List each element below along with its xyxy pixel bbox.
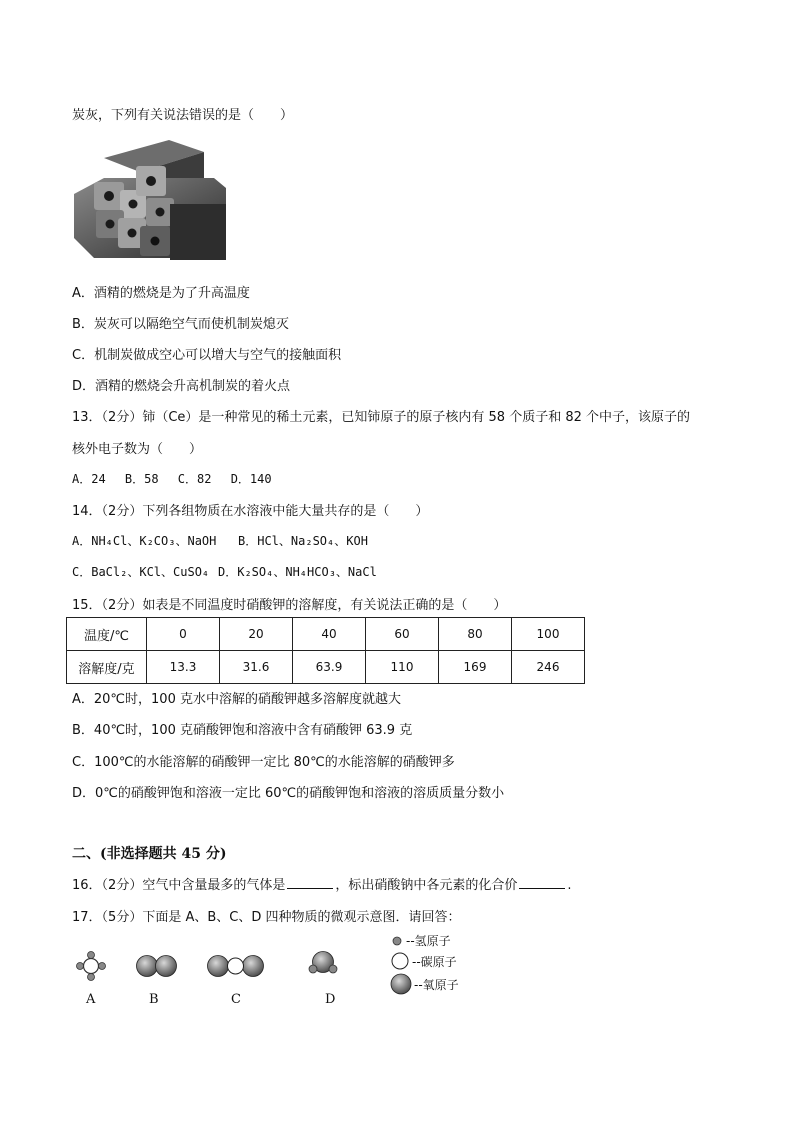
q15-option-b: B．40℃时，100 克硝酸钾饱和溶液中含有硝酸钾 63.9 克 — [72, 723, 413, 738]
table-cell: 169 — [439, 651, 512, 684]
table-cell: 110 — [366, 651, 439, 684]
q13-options: A．24 B．58 C．82 D．140 — [72, 472, 272, 486]
legend-carbon — [390, 951, 457, 971]
q14-option-b: B．HCl、Na₂SO₄、KOH — [238, 534, 368, 548]
hydrogen-atom-icon — [390, 934, 406, 948]
table-cell: 63.9 — [293, 651, 366, 684]
legend-carbon-label: --碳原子 — [412, 954, 457, 969]
q16-text-part3: . — [567, 878, 572, 893]
q15-option-d: D．0℃的硝酸钾饱和溶液一定比 60℃的硝酸钾饱和溶液的溶质质量分数小 — [72, 786, 505, 801]
molecule-b-diagram — [134, 953, 180, 979]
molecule-a-diagram — [74, 950, 110, 982]
table-row — [67, 618, 585, 651]
q12-option-c: C．机制炭做成空心可以增大与空气的接触面积 — [72, 348, 342, 363]
molecule-label-a: A — [86, 992, 96, 1007]
legend-oxygen — [390, 973, 459, 995]
table-row — [67, 651, 585, 684]
q16-text-part2: ，标出硝酸钠中各元素的化合价 — [335, 878, 518, 893]
q15-option-a: A．20℃时，100 克水中溶解的硝酸钾越多溶解度就越大 — [72, 692, 401, 707]
molecule-c-diagram — [206, 953, 266, 979]
q12-option-b: B．炭灰可以隔绝空气而使机制炭熄灭 — [72, 317, 289, 332]
legend-hydrogen-label: --氢原子 — [406, 934, 451, 948]
table-header-solubility: 溶解度/克 — [67, 651, 147, 684]
oxygen-atom-icon — [390, 973, 414, 995]
q14-option-a: A．NH₄Cl、K₂CO₃、NaOH — [72, 534, 217, 548]
table-cell: 0 — [147, 618, 220, 651]
section-title: 二、(非选择题共 45 分) — [72, 846, 227, 862]
q17-stem: 17．（5分）下面是 A、B、C、D 四种物质的微观示意图．请回答： — [72, 910, 461, 925]
molecule-label-d: D — [325, 992, 336, 1007]
charcoal-briquettes-image — [74, 138, 226, 262]
table-header-temperature: 温度/℃ — [67, 618, 147, 651]
q15-stem: 15．（2分）如表是不同温度时硝酸钾的溶解度，有关说法正确的是（ ） — [72, 598, 507, 613]
table-cell: 80 — [439, 618, 512, 651]
q12-stem-tail: 炭灰，下列有关说法错误的是（ ） — [72, 108, 294, 123]
q15-option-c: C．100℃的水能溶解的硝酸钾一定比 80℃的水能溶解的硝酸钾多 — [72, 755, 455, 770]
table-cell: 246 — [512, 651, 585, 684]
table-cell: 13.3 — [147, 651, 220, 684]
q14-stem: 14．（2分）下列各组物质在水溶液中能大量共存的是（ ） — [72, 504, 429, 519]
solubility-table — [66, 617, 585, 684]
answer-blank[interactable] — [519, 876, 565, 889]
q13-stem-line1: 13．（2分）铈（Ce）是一种常见的稀土元素，已知铈原子的原子核内有 58 个质子和 82 个中子，该原子的 — [72, 410, 691, 425]
q12-option-d: D．酒精的燃烧会升高机制炭的着火点 — [72, 379, 291, 394]
legend-oxygen-label: --氧原子 — [414, 977, 459, 992]
molecule-d-diagram — [306, 946, 342, 976]
q16-text-part1: 16．（2分）空气中含量最多的气体是 — [72, 878, 286, 893]
molecule-label-c: C — [231, 992, 241, 1007]
carbon-atom-icon — [390, 951, 412, 971]
answer-blank[interactable] — [287, 876, 333, 889]
table-cell: 60 — [366, 618, 439, 651]
table-cell: 100 — [512, 618, 585, 651]
table-cell: 20 — [220, 618, 293, 651]
q14-option-d: D．K₂SO₄、NH₄HCO₃、NaCl — [218, 565, 377, 579]
molecule-label-b: B — [149, 992, 159, 1007]
q12-option-a: A．酒精的燃烧是为了升高温度 — [72, 286, 250, 301]
q14-option-c: C．BaCl₂、KCl、CuSO₄ — [72, 565, 210, 579]
table-cell: 40 — [293, 618, 366, 651]
q13-stem-line2: 核外电子数为（ ） — [72, 442, 203, 457]
table-cell: 31.6 — [220, 651, 293, 684]
q16-stem — [72, 874, 571, 893]
legend-hydrogen — [390, 932, 451, 949]
